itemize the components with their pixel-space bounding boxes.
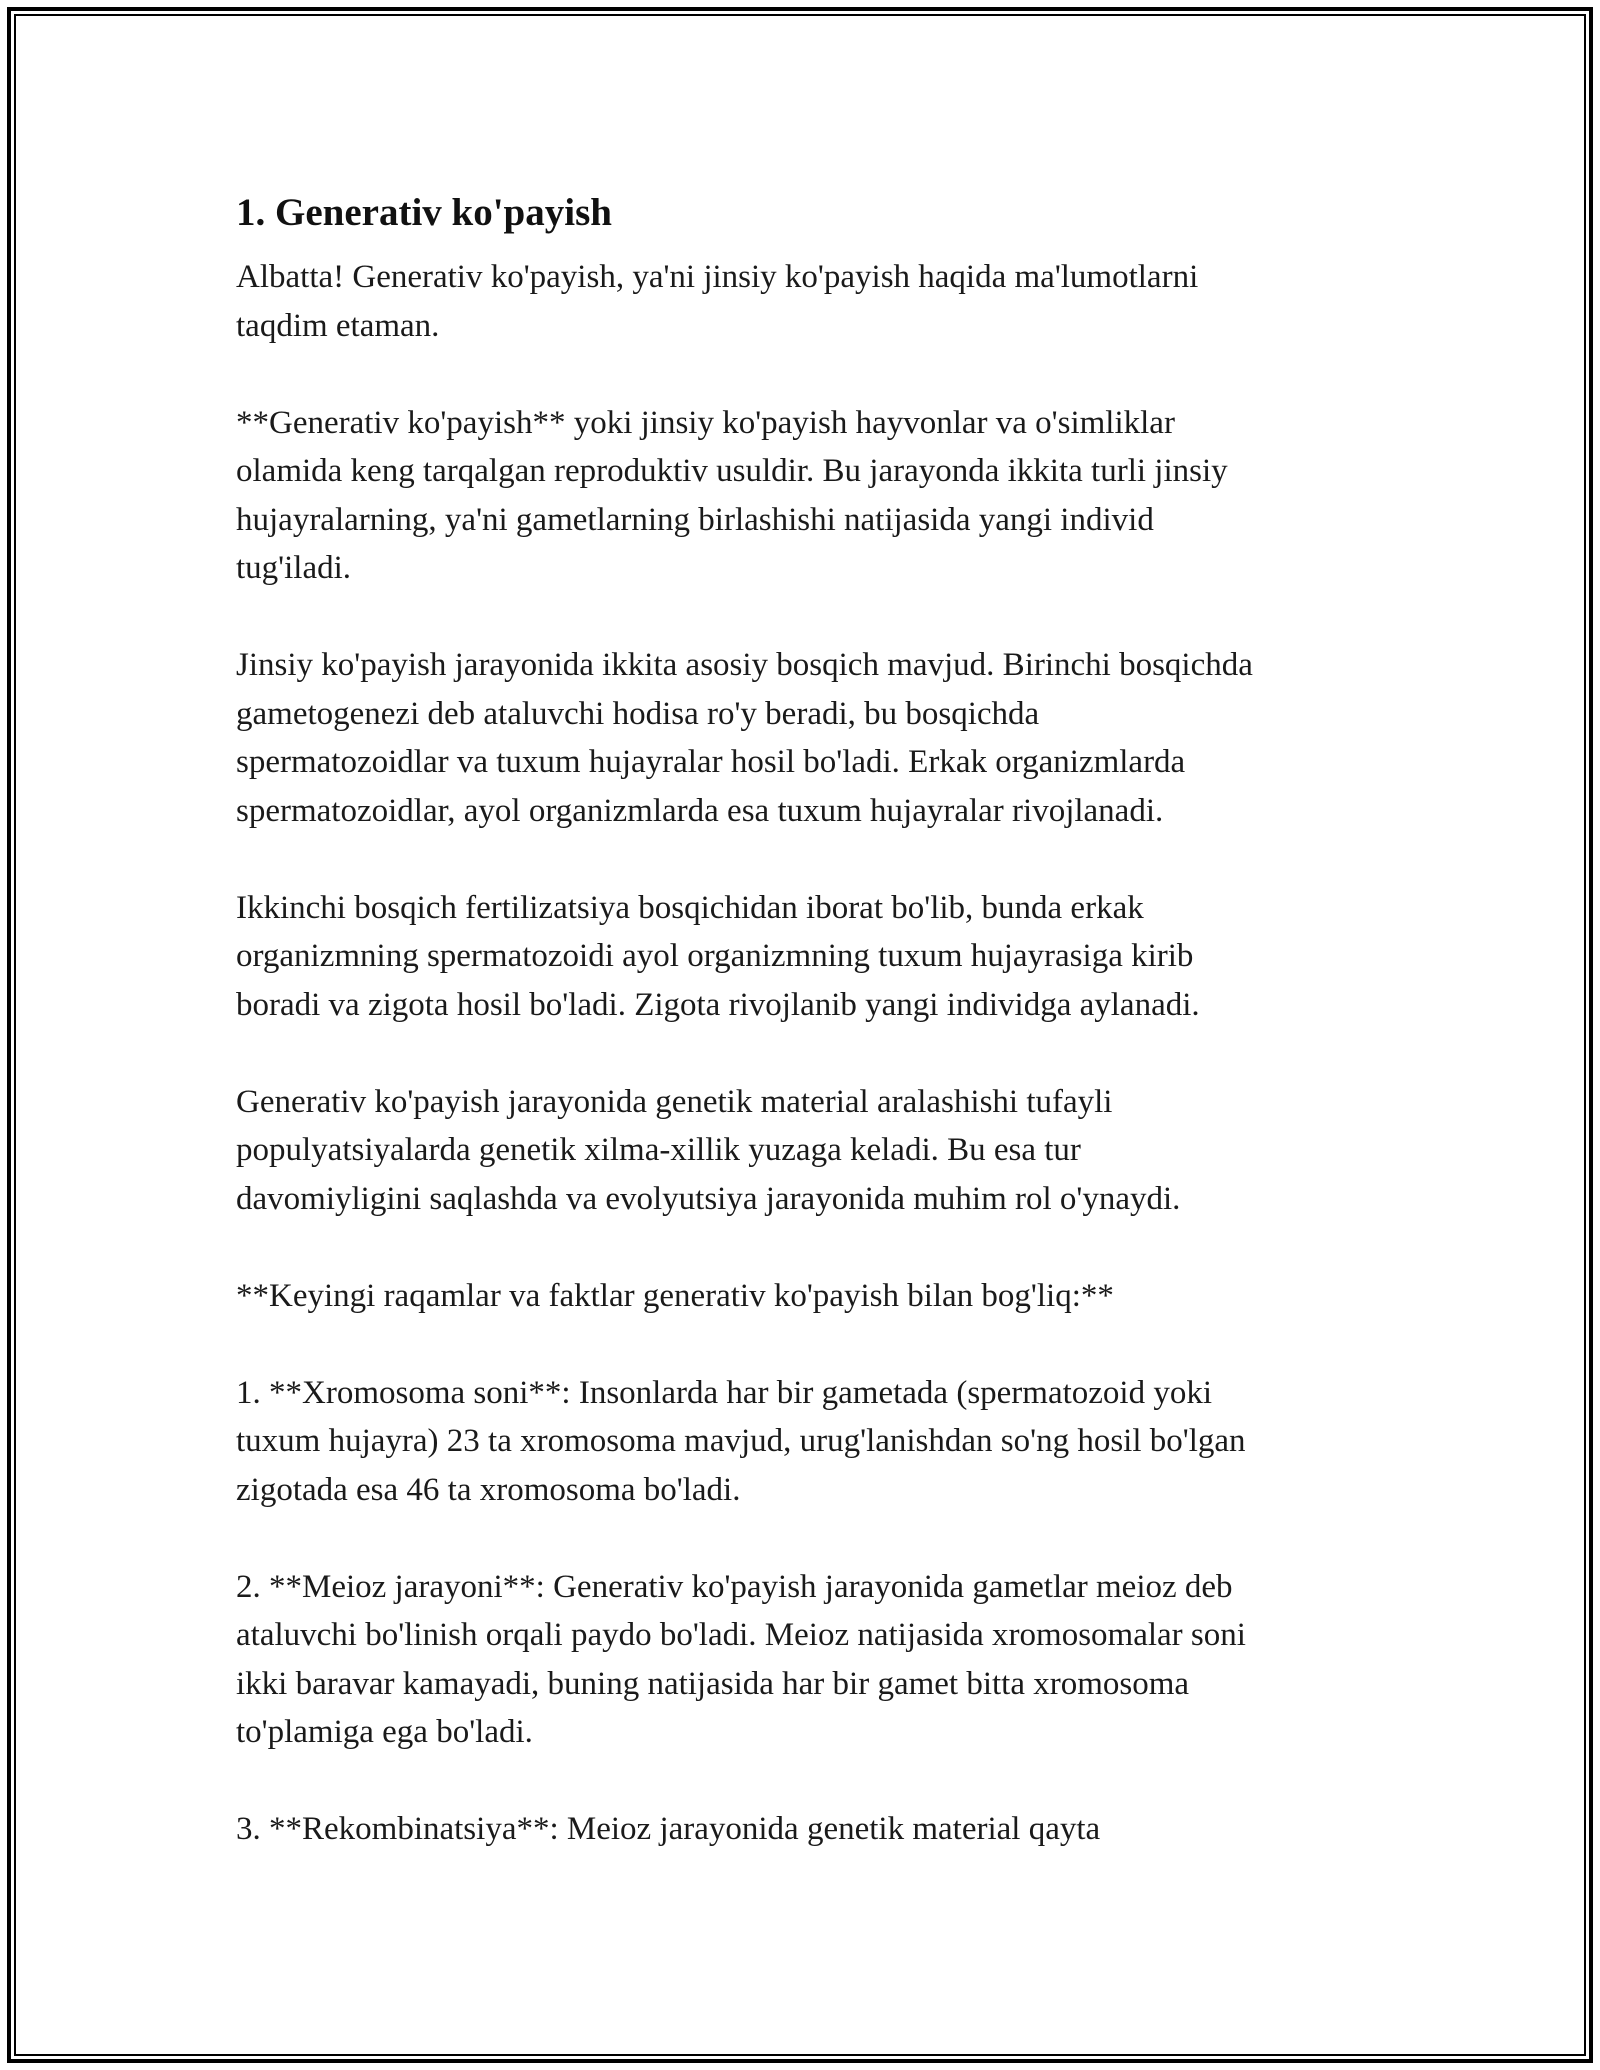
text-line: taqdim etaman. (236, 307, 440, 344)
paragraph-definition (236, 399, 1376, 593)
text-line: hujayralarning, ya'ni gametlarning birlashishi natijasida yangi individ (236, 501, 1154, 538)
list-item-chromosome-count (236, 1369, 1376, 1515)
text-line: zigotada esa 46 ta xromosoma bo'ladi. (236, 1471, 741, 1508)
paragraph-stages (236, 641, 1376, 835)
document-body (236, 185, 1376, 1902)
list-item-recombination (236, 1805, 1376, 1854)
text-line: Jinsiy ko'payish jarayonida ikkita asosiy bosqich mavjud. Birinchi bosqichda (236, 647, 1253, 683)
text-line: davomiyligini saqlashda va evolyutsiya jarayonida muhim rol o'ynaydi. (236, 1180, 1181, 1217)
text-line: Generativ ko'payish jarayonida genetik material aralashishi tufayli (236, 1083, 1113, 1120)
text-line: Ikkinchi bosqich fertilizatsiya bosqichidan iborat bo'lib, bunda erkak (236, 889, 1144, 926)
text-line: ikki baravar kamayadi, buning natijasida har bir gamet bitta xromosoma (236, 1665, 1190, 1702)
text-line: olamida keng tarqalgan reproduktiv usuldir. Bu jarayonda ikkita turli jinsiy (236, 453, 1228, 489)
text-line: boradi va zigota hosil bo'ladi. Zigota rivojlanib yangi individga aylanadi. (236, 986, 1200, 1023)
text-line: to'plamiga ega bo'ladi. (236, 1714, 533, 1750)
text-line: gametogenezi deb ataluvchi hodisa ro'y beradi, bu bosqichda (236, 695, 1040, 732)
paragraph-diversity (236, 1078, 1376, 1224)
text-line: ataluvchi bo'linish orqali paydo bo'ladi. Meioz natijasida xromosomalar soni (236, 1617, 1246, 1653)
text-line: organizmning spermatozoidi ayol organizmning tuxum hujayrasiga kirib (236, 938, 1194, 974)
text-line: 2. **Meioz jarayoni**: Generativ ko'payish jarayonida gametlar meioz deb (236, 1568, 1233, 1605)
text-line: 1. **Xromosoma soni**: Insonlarda har bir gametada (spermatozoid yoki (236, 1374, 1213, 1411)
text-line: **Generativ ko'payish** yoki jinsiy ko'payish hayvonlar va o'simliklar (236, 404, 1175, 441)
text-line: spermatozoidlar va tuxum hujayralar hosil bo'ladi. Erkak organizmlarda (236, 744, 1186, 780)
text-line: tuxum hujayra) 23 ta xromosoma mavjud, urug'lanishdan so'ng hosil bo'lgan (236, 1423, 1246, 1459)
paragraph-facts-intro (236, 1272, 1376, 1321)
text-line: tug'iladi. (236, 550, 352, 586)
text-line: spermatozoidlar, ayol organizmlarda esa tuxum hujayralar rivojlanadi. (236, 792, 1164, 829)
list-item-meiosis (236, 1563, 1376, 1757)
text-line: 3. **Rekombinatsiya**: Meioz jarayonida genetik material qayta (236, 1811, 1101, 1847)
text-line: **Keyingi raqamlar va faktlar generativ ko'payish bilan bog'liq:** (236, 1277, 1114, 1314)
text-line: populyatsiyalarda genetik xilma-xillik yuzaga keladi. Bu esa tur (236, 1132, 1081, 1168)
document-heading: 1. Generativ ko'payish (236, 191, 612, 234)
text-line: Albatta! Generativ ko'payish, ya'ni jinsiy ko'payish haqida ma'lumotlarni (236, 259, 1199, 295)
paragraph-fertilization (236, 884, 1376, 1030)
paragraph-intro (236, 253, 1376, 350)
